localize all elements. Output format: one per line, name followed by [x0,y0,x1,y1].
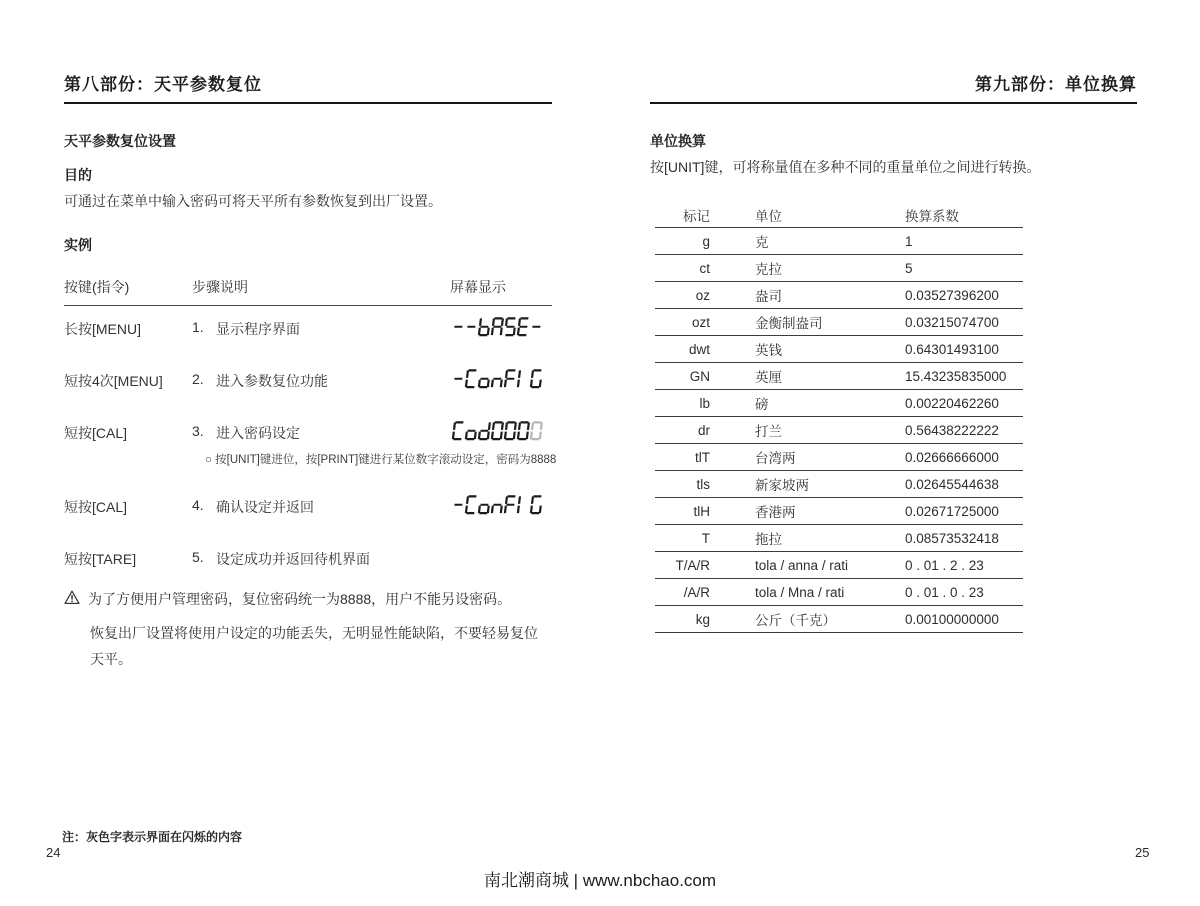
unit-factor: 0 . 01 . 0 . 23 [905,579,1023,606]
example-label: 实例 [64,237,92,253]
unit-mark: ct [655,255,720,282]
unit-mark: dr [655,417,720,444]
unit-mark: GN [655,363,720,390]
step-row [64,371,552,393]
unit-factor: 0.02671725000 [905,498,1023,525]
unit-name: 公斤（千克） [720,606,905,633]
unit-row [655,390,1023,417]
steps-header-display: 屏幕显示 [450,279,506,295]
unit-row [655,579,1023,606]
unit-mark: lb [655,390,720,417]
unit-mark: ozt [655,309,720,336]
unit-row [655,552,1023,579]
unit-mark: T/A/R [655,552,720,579]
unit-name: 英厘 [720,363,905,390]
unit-factor: 15.43235835000 [905,363,1023,390]
right-page-header: 第九部份：单位换算 [650,70,1137,104]
unit-factor: 0.02666666000 [905,444,1023,471]
unit-mark: g [655,228,720,255]
unit-row [655,471,1023,498]
unit-name: 克拉 [720,255,905,282]
units-table [655,202,1023,633]
unit-row [655,498,1023,525]
unit-row [655,444,1023,471]
unit-row [655,606,1023,633]
unit-row [655,336,1023,363]
page-number-right: 25 [1135,845,1150,860]
unit-name: 盎司 [720,282,905,309]
steps-header-desc: 步骤说明 [192,279,248,295]
step-number: 2. [192,371,204,387]
step-description: 设定成功并返回待机界面 [216,551,370,567]
unit-factor: 1 [905,228,1023,255]
unit-row [655,525,1023,552]
gray-flash-footnote: 注：灰色字表示界面在闪烁的内容 [62,830,243,844]
unit-name: 金衡制盎司 [720,309,905,336]
page-number-left: 24 [46,845,61,860]
unit-mark: tlH [655,498,720,525]
step-row [64,423,557,467]
unit-row [655,255,1023,282]
step-note: ○ 按[UNIT]键进位，按[PRINT]键进行某位数字滚动设定，密码为8888 [205,454,557,466]
steps-table-header [64,277,552,306]
step-number: 3. [192,423,204,439]
step-description: 进入密码设定 [216,425,300,441]
unit-row [655,417,1023,444]
right-page [650,70,1137,633]
units-header-mark: 标记 [655,202,720,228]
unit-row [655,309,1023,336]
steps-table-rows [64,319,557,569]
unit-row [655,228,1023,255]
unit-conversion-title: 单位换算 [650,133,706,149]
site-footer: 南北潮商城 | www.nbchao.com [483,871,717,890]
unit-name: 台湾两 [720,444,905,471]
warning-triangle-icon [64,590,80,610]
step-row [64,497,552,519]
purpose-label: 目的 [64,167,92,183]
unit-name: 克 [720,228,905,255]
steps-header-key: 按键(指令) [64,279,130,295]
step-description: 进入参数复位功能 [216,373,328,389]
unit-conversion-intro: 按[UNIT]键，可将称量值在多种不同的重量单位之间进行转换。 [650,159,1041,175]
warning-text: 为了方便用户管理密码，复位密码统一为8888，用户不能另设密码。 [88,591,512,607]
unit-factor: 0.64301493100 [905,336,1023,363]
unit-mark: /A/R [655,579,720,606]
step-number: 5. [192,549,204,565]
lcd-display [450,494,552,519]
units-table-header-row [655,202,1023,228]
unit-row [655,282,1023,309]
units-table-body [655,228,1023,633]
unit-name: 拖拉 [720,525,905,552]
step-key: 长按[MENU] [64,321,141,337]
step-description: 显示程序界面 [216,321,300,337]
unit-name: 磅 [720,390,905,417]
left-page-header: 第八部份：天平参数复位 [64,70,552,104]
unit-mark: T [655,525,720,552]
unit-factor: 5 [905,255,1023,282]
lcd-display [450,368,552,393]
unit-mark: kg [655,606,720,633]
unit-factor: 0.03215074700 [905,309,1023,336]
step-number: 4. [192,497,204,513]
purpose-text: 可通过在菜单中输入密码可将天平所有参数恢复到出厂设置。 [64,193,442,209]
step-key: 短按4次[MENU] [64,373,163,389]
unit-factor: 0.02645544638 [905,471,1023,498]
unit-name: 英钱 [720,336,905,363]
step-row [64,549,552,569]
unit-name: tola / anna / rati [720,552,905,579]
unit-name: tola / Mna / rati [720,579,905,606]
unit-factor: 0 . 01 . 2 . 23 [905,552,1023,579]
lcd-display [450,420,552,445]
unit-name: 打兰 [720,417,905,444]
unit-mark: tlT [655,444,720,471]
unit-factor: 0.03527396200 [905,282,1023,309]
unit-factor: 0.00100000000 [905,606,1023,633]
unit-mark: oz [655,282,720,309]
unit-factor: 0.00220462260 [905,390,1023,417]
step-key: 短按[TARE] [64,551,137,567]
unit-row [655,363,1023,390]
unit-mark: dwt [655,336,720,363]
lcd-display [450,316,552,341]
unit-mark: tls [655,471,720,498]
step-description: 确认设定并返回 [216,499,314,515]
step-number: 1. [192,319,204,335]
step-key: 短按[CAL] [64,499,128,515]
unit-factor: 0.08573532418 [905,525,1023,552]
caution-text: 恢复出厂设置将使用户设定的功能丢失，无明显性能缺陷，不要轻易复位天平。 [90,625,538,667]
step-key: 短按[CAL] [64,425,128,441]
step-row [64,319,552,341]
units-header-unit: 单位 [720,202,905,228]
unit-name: 新家坡两 [720,471,905,498]
reset-settings-title: 天平参数复位设置 [64,133,176,149]
units-header-factor: 换算系数 [905,202,1023,228]
left-page [64,70,557,672]
warning-block [64,589,552,610]
unit-factor: 0.56438222222 [905,417,1023,444]
unit-name: 香港两 [720,498,905,525]
